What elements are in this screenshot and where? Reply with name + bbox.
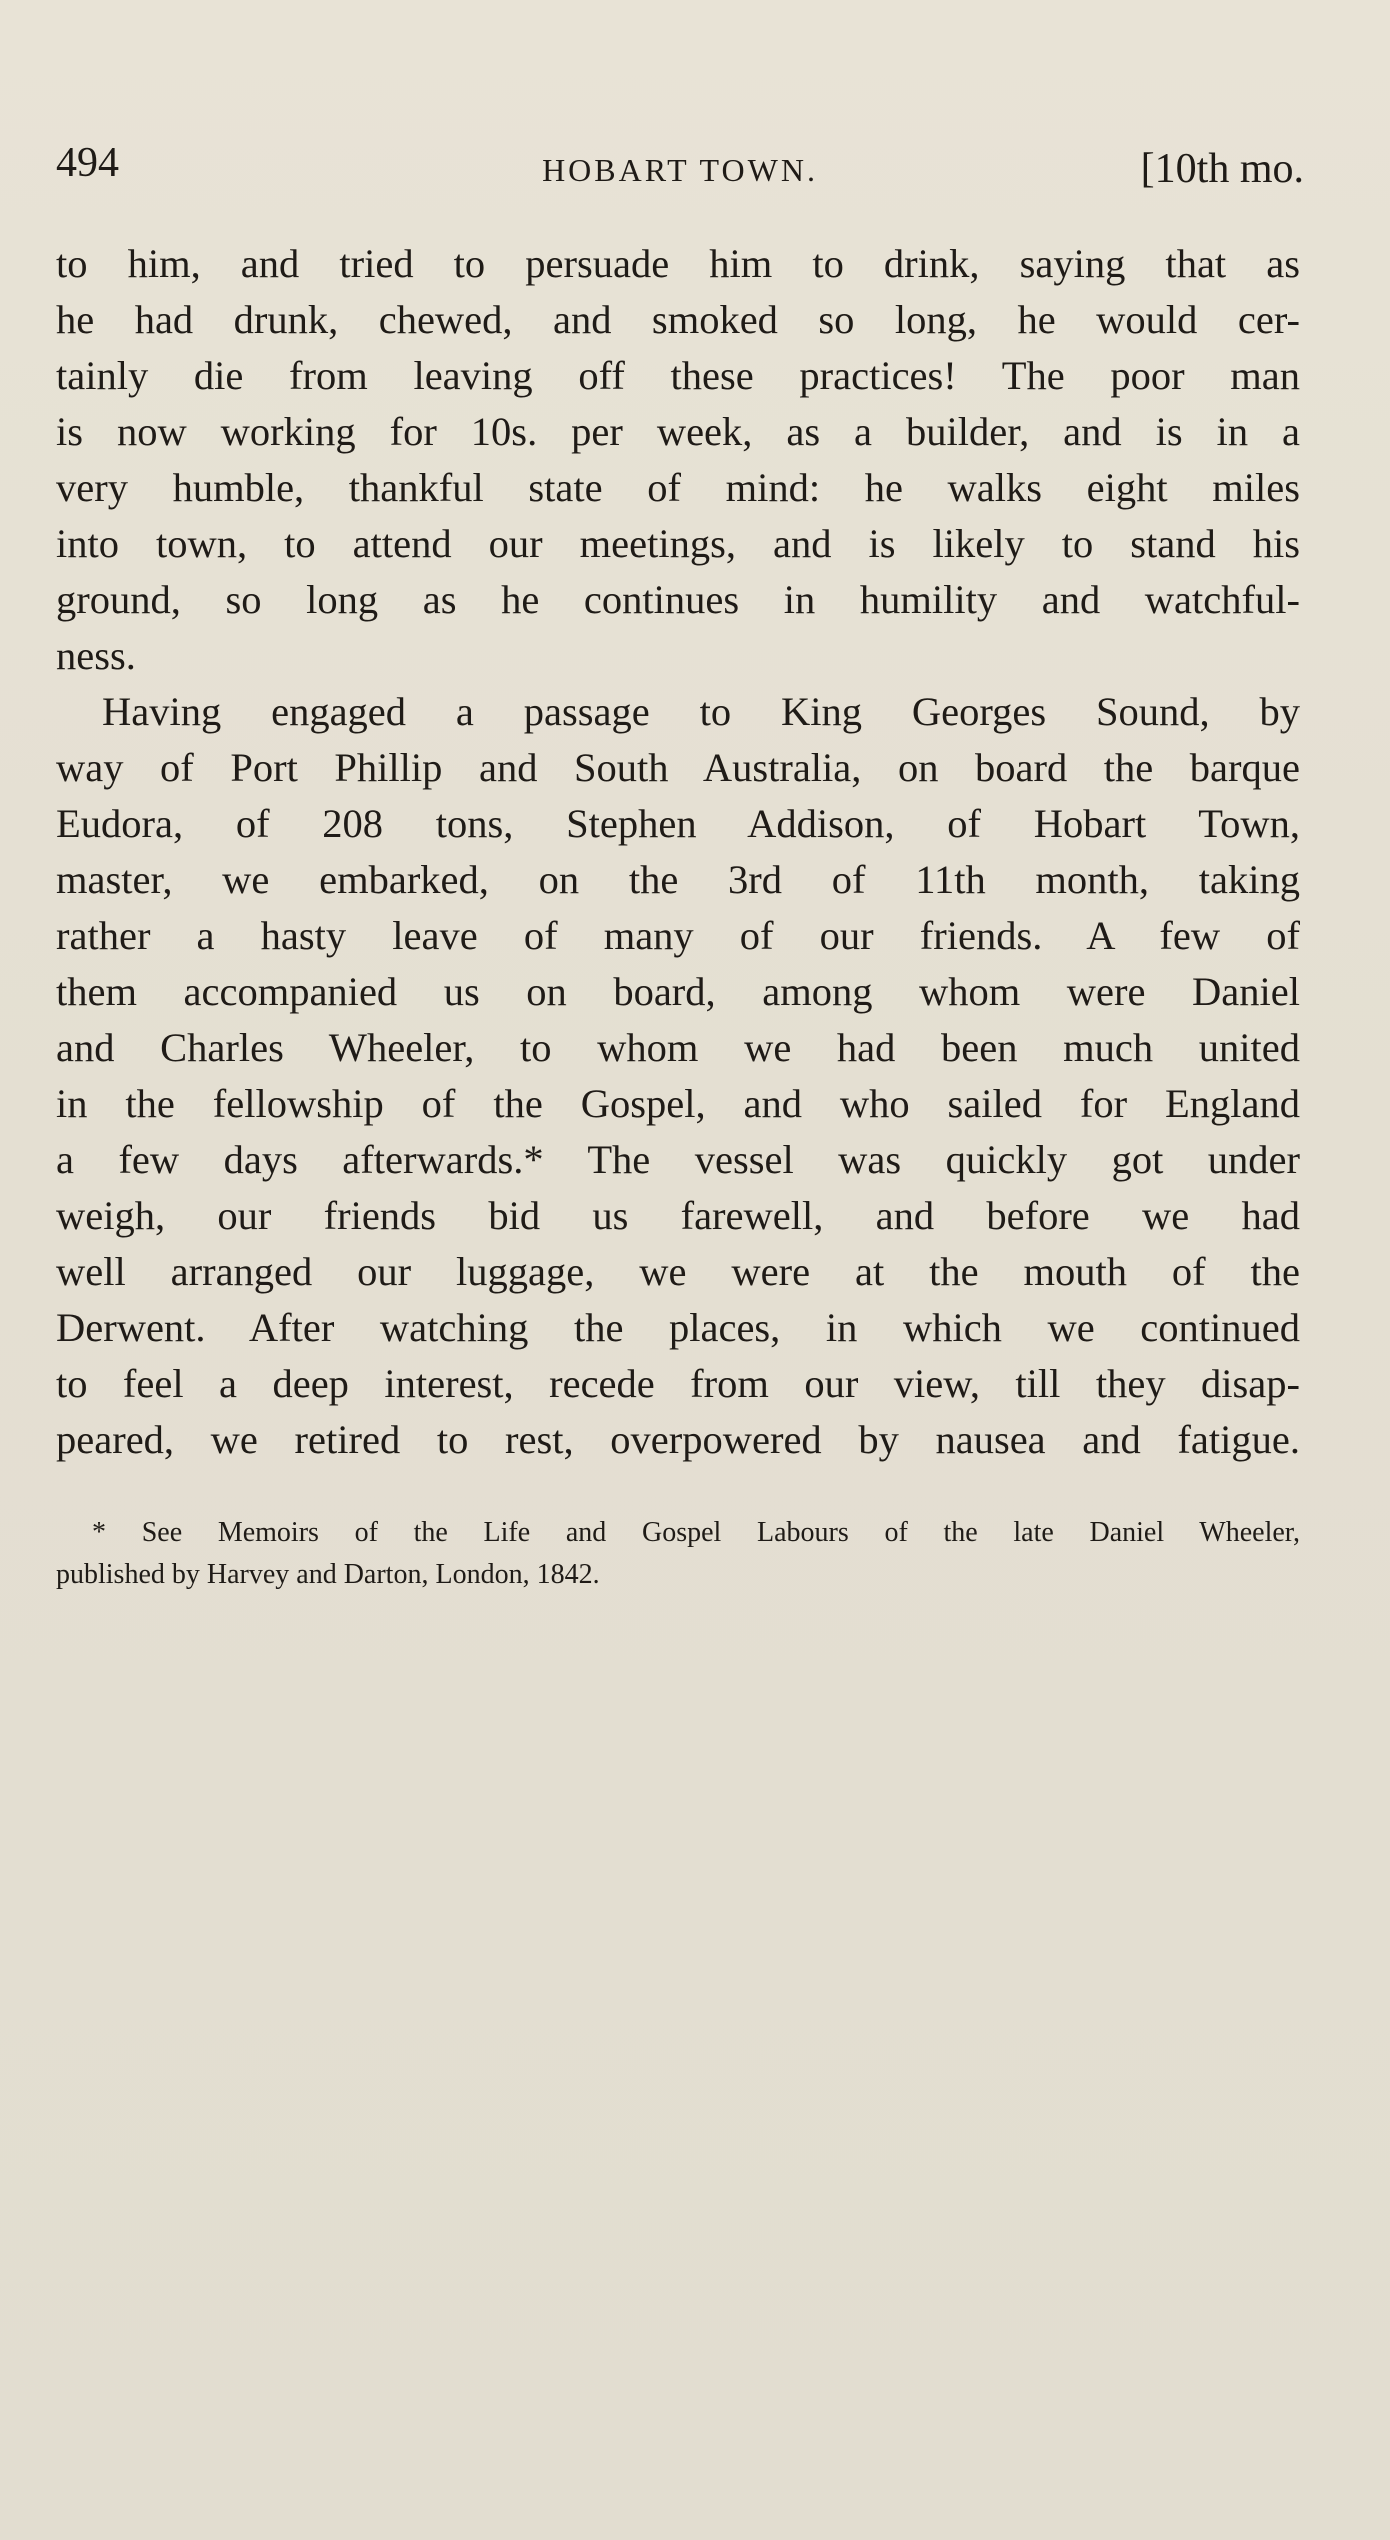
- paragraph-1: [56, 236, 1300, 684]
- text-line: ness.: [56, 633, 136, 678]
- text-line: peared, we retired to rest, overpowered by nausea and fatigue.: [56, 1417, 1300, 1462]
- running-date: [10th mo.: [1140, 146, 1304, 192]
- text-line: and Charles Wheeler, to whom we had been much united: [56, 1025, 1300, 1070]
- text-line: tainly die from leaving off these practices! The poor man: [56, 353, 1300, 398]
- body-text: [56, 236, 1300, 1468]
- page-number: 494: [56, 140, 119, 186]
- footnote-line: * See Memoirs of the Life and Gospel Labours of the late Daniel Wheeler,: [92, 1517, 1300, 1548]
- text-line: weigh, our friends bid us farewell, and before we had: [56, 1193, 1300, 1238]
- text-line: ground, so long as he continues in humility and watchful-: [56, 577, 1300, 622]
- text-line: a few days afterwards.* The vessel was quickly got under: [56, 1137, 1300, 1182]
- text-line: them accompanied us on board, among whom were Daniel: [56, 969, 1300, 1014]
- text-line: to him, and tried to persuade him to drink, saying that as: [56, 241, 1300, 286]
- text-line: Eudora, of 208 tons, Stephen Addison, of Hobart Town,: [56, 801, 1300, 846]
- text-line: Derwent. After watching the places, in which we continued: [56, 1305, 1300, 1350]
- text-line: master, we embarked, on the 3rd of 11th month, taking: [56, 857, 1300, 902]
- running-title: HOBART TOWN.: [542, 152, 818, 188]
- paragraph-2: [56, 684, 1300, 1468]
- text-line: way of Port Phillip and South Australia, on board the barque: [56, 745, 1300, 790]
- text-line: to feel a deep interest, recede from our view, till they disap-: [56, 1361, 1300, 1406]
- footnote-line: published by Harvey and Darton, London, 1842.: [56, 1559, 600, 1590]
- text-line: Having engaged a passage to King Georges Sound, by: [102, 689, 1300, 734]
- text-line: he had drunk, chewed, and smoked so long, he would cer-: [56, 297, 1300, 342]
- text-line: is now working for 10s. per week, as a builder, and is in a: [56, 409, 1300, 454]
- text-line: well arranged our luggage, we were at the mouth of the: [56, 1249, 1300, 1294]
- text-line: rather a hasty leave of many of our friends. A few of: [56, 913, 1300, 958]
- text-line: in the fellowship of the Gospel, and who sailed for England: [56, 1081, 1300, 1126]
- text-line: very humble, thankful state of mind: he walks eight miles: [56, 465, 1300, 510]
- footnote: [56, 1512, 1300, 1596]
- page-header: [56, 138, 1304, 208]
- text-line: into town, to attend our meetings, and is likely to stand his: [56, 521, 1300, 566]
